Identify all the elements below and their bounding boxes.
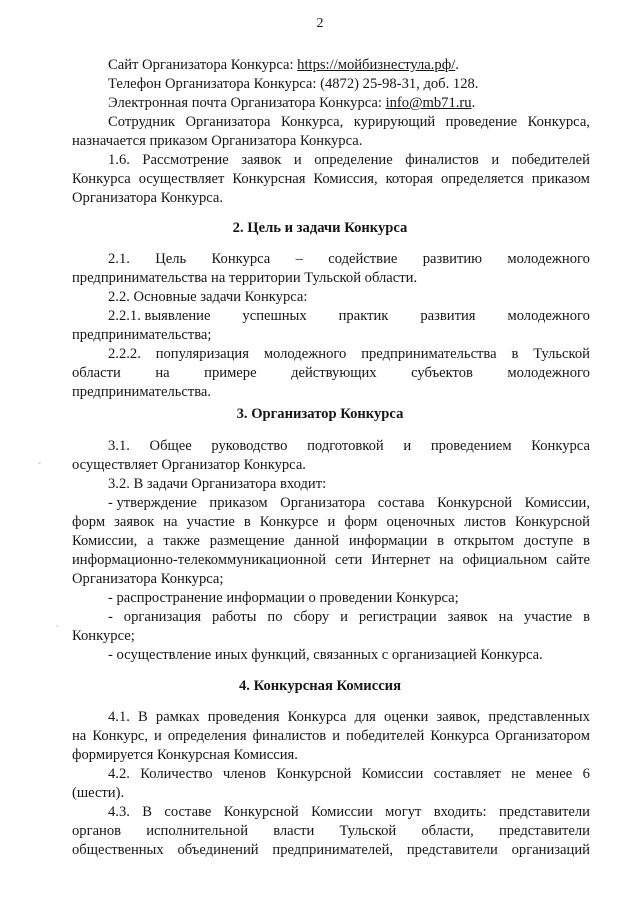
word: В bbox=[142, 804, 153, 820]
paragraph-line bbox=[108, 345, 590, 364]
word: Конкурс, bbox=[92, 728, 149, 744]
word: доступе bbox=[523, 533, 574, 549]
word: работы bbox=[211, 609, 257, 625]
paragraph-line: Конкурсе; bbox=[72, 628, 135, 644]
word: победителей bbox=[511, 152, 590, 168]
word: Конкурса bbox=[287, 709, 347, 725]
word: действующих bbox=[291, 365, 377, 381]
site-label: Сайт Организатора Конкурса: bbox=[108, 57, 298, 73]
word: проведением bbox=[430, 438, 512, 454]
word: определения bbox=[167, 728, 247, 744]
paragraph-line: формируется Конкурсная Комиссия. bbox=[72, 747, 298, 763]
word: информационно-телекоммуникационной bbox=[72, 552, 327, 568]
word: информации bbox=[348, 533, 428, 549]
word: и bbox=[403, 438, 412, 454]
word: составляет bbox=[433, 766, 501, 782]
word: 3.1. bbox=[108, 438, 130, 454]
word: Конкурса, bbox=[280, 114, 344, 130]
paragraph-line: предпринимательства. bbox=[72, 384, 212, 400]
word: размещение bbox=[209, 533, 285, 549]
word: 4.3. bbox=[108, 804, 130, 820]
word: 2.2.1. выявление bbox=[108, 308, 211, 324]
word: Комиссия, bbox=[313, 171, 378, 187]
word: не bbox=[511, 766, 526, 782]
paragraph-line bbox=[72, 841, 590, 860]
word: и bbox=[327, 514, 336, 530]
word: в bbox=[582, 533, 590, 549]
word: заявок bbox=[241, 152, 282, 168]
word: Рассмотрение bbox=[142, 152, 229, 168]
word: состава bbox=[377, 495, 425, 511]
word: входить: bbox=[433, 804, 487, 820]
word: заявок bbox=[114, 514, 155, 530]
word: и bbox=[154, 728, 162, 744]
word: и bbox=[340, 609, 348, 625]
word: и bbox=[491, 152, 500, 168]
word: Конкурсной bbox=[276, 766, 352, 782]
paragraph-line bbox=[108, 307, 590, 326]
word: рамках bbox=[155, 709, 200, 725]
paragraph-line: осуществляет Организатор Конкурса. bbox=[72, 457, 306, 473]
word: на bbox=[163, 514, 178, 530]
word: Организатора bbox=[185, 114, 271, 130]
word: а bbox=[147, 533, 154, 549]
paragraph-line: - распространение информации о проведении Конкурса; bbox=[108, 590, 459, 606]
word: предпринимателей, bbox=[272, 842, 394, 858]
paragraph-line bbox=[72, 532, 590, 551]
word: власти bbox=[273, 823, 315, 839]
word: Организатором bbox=[495, 728, 590, 744]
email-end: . bbox=[471, 95, 476, 111]
word: молодежного bbox=[507, 365, 590, 381]
section-heading: 4. Конкурсная Комиссия bbox=[239, 678, 401, 694]
word: и bbox=[293, 152, 302, 168]
word: - утверждение bbox=[108, 495, 197, 511]
paragraph-line bbox=[72, 822, 590, 841]
word: сбору bbox=[293, 609, 330, 625]
word: официальном bbox=[462, 552, 548, 568]
paragraph-line bbox=[108, 608, 590, 627]
word: определение bbox=[314, 152, 393, 168]
word: которая bbox=[385, 171, 433, 187]
email-link[interactable]: info@mb71.ru bbox=[385, 95, 472, 111]
word: курирующий bbox=[353, 114, 436, 130]
word: листов bbox=[464, 514, 506, 530]
word: могут bbox=[385, 804, 422, 820]
word: практик bbox=[338, 308, 389, 324]
paragraph-line: предпринимательства на территории Тульской области. bbox=[72, 270, 418, 286]
word: представленных bbox=[488, 709, 590, 725]
word: сети bbox=[335, 552, 363, 568]
word: руководство bbox=[211, 438, 288, 454]
word: развитию bbox=[422, 251, 483, 267]
word: участие bbox=[186, 514, 235, 530]
word: Комиссии, bbox=[72, 533, 138, 549]
word: области bbox=[72, 365, 121, 381]
paragraph-line bbox=[72, 551, 590, 570]
word: Комиссии bbox=[361, 766, 424, 782]
word: открытом bbox=[453, 533, 514, 549]
word: форм bbox=[72, 514, 106, 530]
word: 4.1. bbox=[108, 709, 130, 725]
organizer-phone-line: Телефон Организатора Конкурса: (4872) 25-98-31, доб. 128. bbox=[108, 76, 479, 92]
word: проведения bbox=[207, 709, 280, 725]
word: 2.1. bbox=[108, 251, 130, 267]
paragraph-line bbox=[108, 494, 590, 513]
section-heading: 2. Цель и задачи Конкурса bbox=[232, 220, 408, 236]
word: успешных bbox=[242, 308, 307, 324]
paragraph-line bbox=[108, 437, 590, 456]
paragraph-line: Организатора Конкурса. bbox=[72, 190, 224, 206]
paragraph-line: (шести). bbox=[72, 785, 125, 801]
word: Конкурсе bbox=[259, 514, 319, 530]
word: предпринимательства bbox=[361, 346, 497, 362]
paragraph-line: предпринимательства; bbox=[72, 327, 212, 343]
email-label: Электронная почта Организатора Конкурса: bbox=[108, 95, 386, 111]
word: приказом bbox=[209, 495, 268, 511]
word: членов bbox=[222, 766, 266, 782]
site-link[interactable]: https://мойбизнестула.рф/ bbox=[297, 57, 456, 73]
word: в bbox=[437, 533, 445, 549]
paragraph-line bbox=[108, 765, 590, 784]
word: 6 bbox=[582, 766, 590, 782]
word: Конкурсной bbox=[515, 514, 590, 530]
word: Конкурса bbox=[430, 728, 490, 744]
word: на bbox=[439, 552, 454, 568]
word: организация bbox=[123, 609, 202, 625]
word: в bbox=[511, 346, 519, 362]
word: Сотрудник bbox=[108, 114, 176, 130]
word: осуществляет bbox=[138, 171, 225, 187]
word: 2.2.2. bbox=[108, 346, 141, 362]
word: форм bbox=[344, 514, 378, 530]
word: Конкурса bbox=[72, 171, 131, 187]
paragraph-line bbox=[108, 113, 590, 132]
word: Конкурса bbox=[211, 251, 271, 267]
word: субъектов bbox=[411, 365, 473, 381]
word: содействие bbox=[328, 251, 398, 267]
scan-speck: · bbox=[56, 621, 59, 631]
site-end: . bbox=[455, 57, 459, 73]
word: для bbox=[354, 709, 376, 725]
paragraph-line: назначается приказом Организатора Конкурса. bbox=[72, 133, 363, 149]
word: оценки bbox=[384, 709, 429, 725]
word: оценочных bbox=[386, 514, 456, 530]
word: на bbox=[498, 609, 513, 625]
paragraph-line: Организатора Конкурса; bbox=[72, 571, 224, 587]
paragraph-line: - осуществление иных функций, связанных с организацией Конкурса. bbox=[108, 647, 543, 663]
word: данной bbox=[294, 533, 340, 549]
organizer-email-line bbox=[108, 94, 590, 113]
paragraph-line bbox=[108, 250, 590, 269]
word: Комиссии, bbox=[524, 495, 590, 511]
word: - bbox=[108, 609, 113, 625]
word: молодежного bbox=[507, 251, 590, 267]
word: популяризация bbox=[155, 346, 249, 362]
word: Тульской bbox=[339, 823, 397, 839]
word: на bbox=[72, 728, 87, 744]
paragraph-line: 3.2. В задачи Организатора входит: bbox=[108, 476, 327, 492]
word: В bbox=[138, 709, 148, 725]
word: составе bbox=[164, 804, 212, 820]
paragraph-line bbox=[72, 727, 590, 746]
word: представители bbox=[406, 842, 498, 858]
word: Цель bbox=[155, 251, 187, 267]
word: области, bbox=[421, 823, 474, 839]
word: объединений bbox=[177, 842, 259, 858]
word: Тульской bbox=[533, 346, 590, 362]
word: 4.2. bbox=[108, 766, 130, 782]
word: представители bbox=[499, 804, 590, 820]
word: по bbox=[267, 609, 283, 625]
word: также bbox=[163, 533, 200, 549]
word: Комиссии bbox=[311, 804, 373, 820]
paragraph-line bbox=[108, 708, 590, 727]
word: развития bbox=[420, 308, 476, 324]
word: примере bbox=[204, 365, 257, 381]
word: молодежного bbox=[507, 308, 590, 324]
word: общественных bbox=[72, 842, 164, 858]
word: органов bbox=[72, 823, 122, 839]
word: приказом bbox=[531, 171, 590, 187]
scan-speck: ˘ bbox=[38, 461, 41, 471]
word: Интернет bbox=[371, 552, 431, 568]
word: – bbox=[295, 251, 303, 267]
word: менее bbox=[535, 766, 573, 782]
word: финалистов bbox=[252, 728, 327, 744]
word: и bbox=[332, 728, 341, 744]
page-number: 2 bbox=[316, 16, 324, 31]
word: молодежного bbox=[263, 346, 347, 362]
word: проведение bbox=[445, 114, 518, 130]
word: заявок, bbox=[436, 709, 481, 725]
word: 1.6. bbox=[108, 152, 130, 168]
paragraph-line bbox=[72, 170, 590, 189]
word: Конкурсной bbox=[437, 495, 513, 511]
word: Организатора bbox=[280, 495, 366, 511]
paragraph-line: 2.2. Основные задачи Конкурса: bbox=[108, 289, 308, 305]
word: победителей bbox=[346, 728, 425, 744]
word: сайте bbox=[556, 552, 590, 568]
section-heading: 3. Организатор Конкурса bbox=[236, 406, 404, 422]
word: на bbox=[155, 365, 170, 381]
organizer-site-line bbox=[108, 56, 590, 75]
word: Конкурсной bbox=[223, 804, 299, 820]
word: подготовкой bbox=[307, 438, 384, 454]
word: определяется bbox=[440, 171, 524, 187]
word: участие bbox=[523, 609, 573, 625]
word: Конкурсная bbox=[232, 171, 306, 187]
word: Конкурса, bbox=[527, 114, 590, 130]
paragraph-line bbox=[108, 803, 590, 822]
word: финалистов bbox=[405, 152, 479, 168]
paragraph-line bbox=[108, 151, 590, 170]
word: заявок bbox=[447, 609, 488, 625]
word: Конкурса bbox=[531, 438, 590, 454]
word: Общее bbox=[149, 438, 192, 454]
word: в bbox=[583, 609, 590, 625]
word: Количество bbox=[140, 766, 213, 782]
word: организаций bbox=[511, 842, 590, 858]
word: в bbox=[243, 514, 251, 530]
paragraph-line bbox=[72, 364, 590, 383]
word: регистрации bbox=[358, 609, 437, 625]
word: представители bbox=[498, 823, 590, 839]
word: исполнительной bbox=[146, 823, 249, 839]
paragraph-line bbox=[72, 513, 590, 532]
